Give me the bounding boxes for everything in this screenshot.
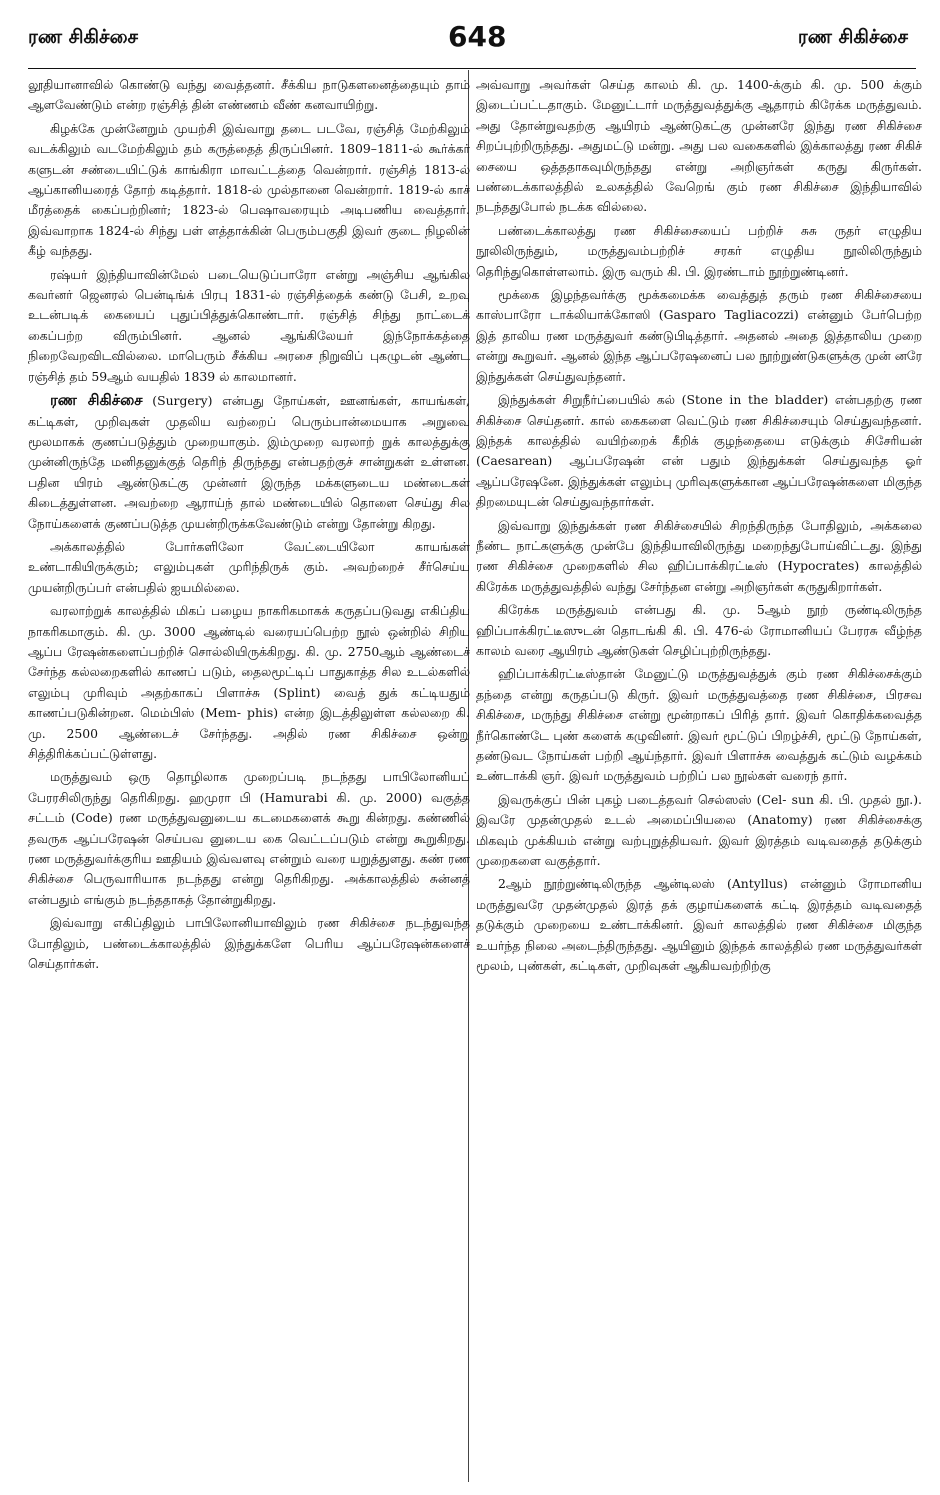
paragraph: வரலாற்றுக் காலத்தில் மிகப் பழைய நாகரிகமாகக் கருதப்படுவது எகிப்திய நாகரிகமாகும். கி. மு. 3000 ஆண்டில் வரையப்பெற்ற நூல் ஒன்றில் சிறிய ஆப்ப ரேஷன்களைப்பற்றிச் சொல்லியிருக்கிறது. கி. மு. 2750ஆம் ஆண்டைச் சேர்ந்த கல்லறைகளில் காணப் படும், தைலமூட்டிப் பாதுகாத்த சில உடல்களில் எலும்பு முரிவும் அதற்காகப் பிளாச்சு (Splint) வைத் துக் கட்டியதும் காணப்படுகின்றன. மெம்பிஸ் (Mem- phis) என்ற இடத்திலுள்ள கல்லறை கி. மு. 2500 ஆண்டைச் சேர்ந்தது. அதில் ரண சிகிச்சை ஒன்று சித்திரிக்கப்பட்டுள்ளது. <box>28 603 470 761</box>
entry-paragraph <box>28 390 470 534</box>
paragraph: மூக்கை இழந்தவர்க்கு மூக்கமைக்க வைத்துத் தரும் ரண சிகிச்சையை காஸ்பாரோ டாக்லியாக்கோஸி (Gasparo Tagliacozzi) என்னும் பேர்பெற்ற இத் தாலிய ரண மருத்துவர் கண்டுபிடித்தார். அதனல் அதை இத்தாலிய முறை என்று கூறுவர். ஆனல் இந்த ஆப்பரேஷனைப் பல நூற்றுண்டுகளுக்கு முன் னரே இந்துக்கள் செய்துவந்தனர். <box>476 287 922 384</box>
paragraph: பண்டைக்காலத்து ரண சிகிச்சையைப் பற்றிச் சுசு ருதர் எழுதிய நூலிலிருந்தும், மருத்துவம்பற்றிச் சரகர் எழுதிய நூலிலிருந்தும் தெரிந்துகொள்ளலாம். இரு வரும் கி. பி. இரண்டாம் நூற்றுண்டினர். <box>476 222 922 279</box>
paragraph: லூதியானாவில் கொண்டு வந்து வைத்தனர். சீக்கிய நாடுகளனைத்தையும் தாம் ஆளவேண்டும் என்ற ரஞ்சித் தின் எண்ணம் வீண் கனவாயிற்று. <box>28 77 470 113</box>
paragraph: அவ்வாறு அவர்கள் செய்த காலம் கி. மு. 1400-க்கும் கி. மு. 500 க்கும் இடைப்பட்டதாகும். மேனுட்டார் மருத்துவத்துக்கு ஆதாரம் கிரேக்க மருத்துவம். அது தோன்றுவதற்கு ஆயிரம் ஆண்டுகட்கு முன்னரே இந்து ரண சிகிச்சை சிறப்புற்றிருந்தது. அதுமட்டு மன்று. அது பல வகைகளில் இக்காலத்து ரண சிகிச் சையை ஒத்ததாகவுமிருந்தது என்று அறிஞர்கள் கருது கிருர்கள். பண்டைக்காலத்தில் உலகத்தில் வேறெங் கும் ரண சிகிச்சை இந்தியாவில் நடந்ததுபோல் நடக்க வில்லை. <box>476 77 922 215</box>
running-title-right: ரண சிகிச்சை <box>797 26 908 48</box>
entry-text: (Surgery) என்பது நோய்கள், ஊனங்கள், காயங்கள், கட்டிகள், முறிவுகள் முதலிய வற்றைப் பெரும்பான்மையாக அறுவை மூலமாகக் குணப்படுத்தும் முறையாகும். இம்முறை வரலாற் றுக் காலத்துக்கு முன்னிருந்தே மனிதனுக்குத் தெரிந் திருந்தது என்பதற்குச் சான்றுகள் உள்ளன. பதின யிரம் ஆண்டுகட்கு முன்னர் இருந்த மக்களுடைய மண்டைகள் கிடைத்துள்ளன. அவற்றை ஆராய்ந் தால் மண்டையில் தொளை செய்து சில நோய்களைக் குணப்படுத்த முயன்றிருக்கவேண்டும் என்று தோன்று கிறது. <box>28 393 470 531</box>
paragraph: 2ஆம் நூற்றுண்டிலிருந்த ஆன்டிலஸ் (Antyllus) என்னும் ரோமானிய மருத்துவரே முதன்முதல் இரத் தக் குழாய்களைக் கட்டி இரத்தம் வடிவதைத் தடுக்கும் முறையை உண்டாக்கினர். இவர் காலத்தில் ரண சிகிச்சை மிகுந்த உயர்ந்த நிலை அடைந்திருந்தது. ஆயினும் இந்தக் காலத்தில் ரண மருத்துவர்கள் மூலம், புண்கள், கட்டிகள், முறிவுகள் ஆகியவற்றிற்கு <box>476 876 922 974</box>
paragraph: கிழக்கே முன்னேறும் முயற்சி இவ்வாறு தடை படவே, ரஞ்சித் மேற்கிலும் வடக்கிலும் வடமேற்கிலும் தம் கருத்தைத் திருப்பினர். 1809–1811-ல் கூர்க்கர் களுடன் சண்டையிட்டுக் காங்கிரா மாவட்டத்தை வென்றார். ரஞ்சித் 1813-ல் ஆப்கானியரைத் தோற் கடித்தார். 1818-ல் முல்தானை வென்றார். 1819-ல் காச் மீரத்தைக் கைப்பற்றினர்; 1823-ல் பெஷாவரையும் அடிபணிய வைத்தார். இவ்வாறாக 1824-ல் சிந்து பள் ளத்தாக்கின் பெரும்பகுதி இவர் குடை நிழலின் கீழ் வந்தது. <box>28 120 470 259</box>
left-column <box>28 75 470 1485</box>
page-number: 648 <box>448 20 507 53</box>
paragraph: கிரேக்க மருத்துவம் என்பது கி. மு. 5ஆம் நூற் ருண்டிலிருந்த ஹிப்பாக்கிரட்டீஸுடன் தொடங்கி கி. பி. 476-ல் ரோமானியப் பேரரசு வீழ்ந்த காலம் வரை ஆயிரம் ஆண்டுகள் செழிப்புற்றிருந்தது. <box>476 602 922 658</box>
paragraph: இவ்வாறு எகிப்திலும் பாபிலோனியாவிலும் ரண சிகிச்சை நடந்துவந்த போதிலும், பண்டைக்காலத்தில் இந்துக்களே பெரிய ஆப்பரேஷன்களைச் செய்தார்கள். <box>28 915 470 972</box>
entry-term: ரண சிகிச்சை <box>50 391 143 410</box>
right-column <box>470 75 922 1485</box>
paragraph: இவ்வாறு இந்துக்கள் ரண சிகிச்சையில் சிறந்திருந்த போதிலும், அக்கலை நீண்ட நாட்களுக்கு முன்பே இந்தியாவிலிருந்து மறைந்துபோய்விட்டது. இந்து ரண சிகிச்சை முறைகளில் சில ஹிப்பாக்கிரட்டீஸ் (Hypocrates) காலத்தில் கிரேக்க மருத்துவத்தில் வந்து சேர்ந்தன என்று அறிஞர்கள் கருதுகிறார்கள். <box>476 517 922 594</box>
paragraph: இவருக்குப் பின் புகழ் படைத்தவர் செல்ஸஸ் (Cel- sun கி. பி. முதல் நூ.). இவரே முதன்முதல் உடல் அமைப்பியலை (Anatomy) ரண சிகிச்சைக்கு மிகவும் முக்கியம் என்று வற்புறுத்தியவர். இவர் இரத்தம் வடிவதைத் தடுக்கும் முறைகளை வகுத்தார். <box>476 791 922 869</box>
paragraph: மருத்துவம் ஒரு தொழிலாக முறைப்படி நடந்தது பாபிலோனியப் பேரரசிலிருந்து தெரிகிறது. ஹமுரா பி (Hamurabi கி. மு. 2000) வகுத்த சட்டம் (Code) ரண மருத்துவனுடைய கடமைகளைக் கூறு கின்றது. கண்ணில் தவருக ஆப்பரேஷன் செய்பவ னுடைய கை வெட்டப்படும் என்று கூறுகிறது. ரண மருத்துவர்க்குரிய ஊதியம் இவ்வளவு என்றும் வரை யறுத்துளது. கண் ரண சிகிச்சை பெருவாரியாக நடந்தது என்று தெரிகிறது. அக்காலத்தில் சுன்னத் என்பதும் எங்கும் நடந்ததாகத் தோன்றுகிறது. <box>28 769 470 907</box>
header-rule <box>28 68 916 69</box>
paragraph: இந்துக்கள் சிறுநீர்ப்பையில் கல் (Stone in the bladder) என்பதற்கு ரண சிகிச்சை செய்தனர். கால் கைகளை வெட்டும் ரண சிகிச்சையும் செய்துவந்தனர். இந்தக் காலத்தில் வயிற்றைக் கீறிக் குழந்தையை எடுக்கும் சிசேரியன் (Caesarean) ஆப்பரேஷன் என் பதும் இந்துக்கள் செய்துவந்த ஓர் ஆப்பரேஷனே. இந்துக்கள் எலும்பு முரிவுகளுக்கான ஆப்பரேஷன்களை மிகுந்த திறமையுடன் செய்துவந்தார்கள். <box>476 392 922 510</box>
page-header <box>0 20 940 60</box>
paragraph: அக்காலத்தில் போர்களிலோ வேட்டையிலோ காயங்கள் உண்டாகியிருக்கும்; எலும்புகள் முரிந்திருக் கும். அவற்றைச் சீர்செய்ய முயன்றிருப்பர் என்பதில் ஐயமில்லை. <box>28 538 470 595</box>
paragraph: ரஷ்யர் இந்தியாவின்மேல் படையெடுப்பாரோ என்று அஞ்சிய ஆங்கில கவர்னர் ஜெனரல் பென்டிங்க் பிரபு 1831-ல் ரஞ்சித்தைக் கண்டு பேசி, உறவு உடன்படிக் கையைப் புதுப்பித்துக்கொண்டார். ரஞ்சித் சிந்து நாட்டைக் கைப்பற்ற விரும்பினர். ஆனல் ஆங்கிலேயர் இந்நோக்கத்தை நிறைவேறவிடவில்லை. மாபெரும் சீக்கிய அரசை நிறுவிப் புகழுடன் ஆண்ட ரஞ்சித் தம் 59ஆம் வயதில் 1839 ல் காலமானர். <box>28 266 470 384</box>
running-title-left: ரண சிகிச்சை <box>28 26 139 48</box>
paragraph: ஹிப்பாக்கிரட்டீஸ்தான் மேனுட்டு மருத்துவத்துக் கும் ரண சிகிச்சைக்கும் தந்தை என்று கருதப்படு கிருர். இவர் மருத்துவத்தை ரண சிகிச்சை, பிரசவ சிகிச்சை, மருந்து சிகிச்சை என்று மூன்றாகப் பிரித் தார். இவர் கொதிக்கவைத்த நீர்கொண்டே புண் களைக் கழுவினர். இவர் மூட்டுப் பிறழ்ச்சி, மூட்டு நோய்கள், தண்டுவட நோய்கள் பற்றி ஆய்ந்தார். இவர் பிளாச்சு வைத்துக் கட்டும் வழக்கம் உண்டாக்கி ஞர். இவர் மருத்துவம் பற்றிப் பல நூல்கள் வரைந் தார். <box>476 666 922 784</box>
